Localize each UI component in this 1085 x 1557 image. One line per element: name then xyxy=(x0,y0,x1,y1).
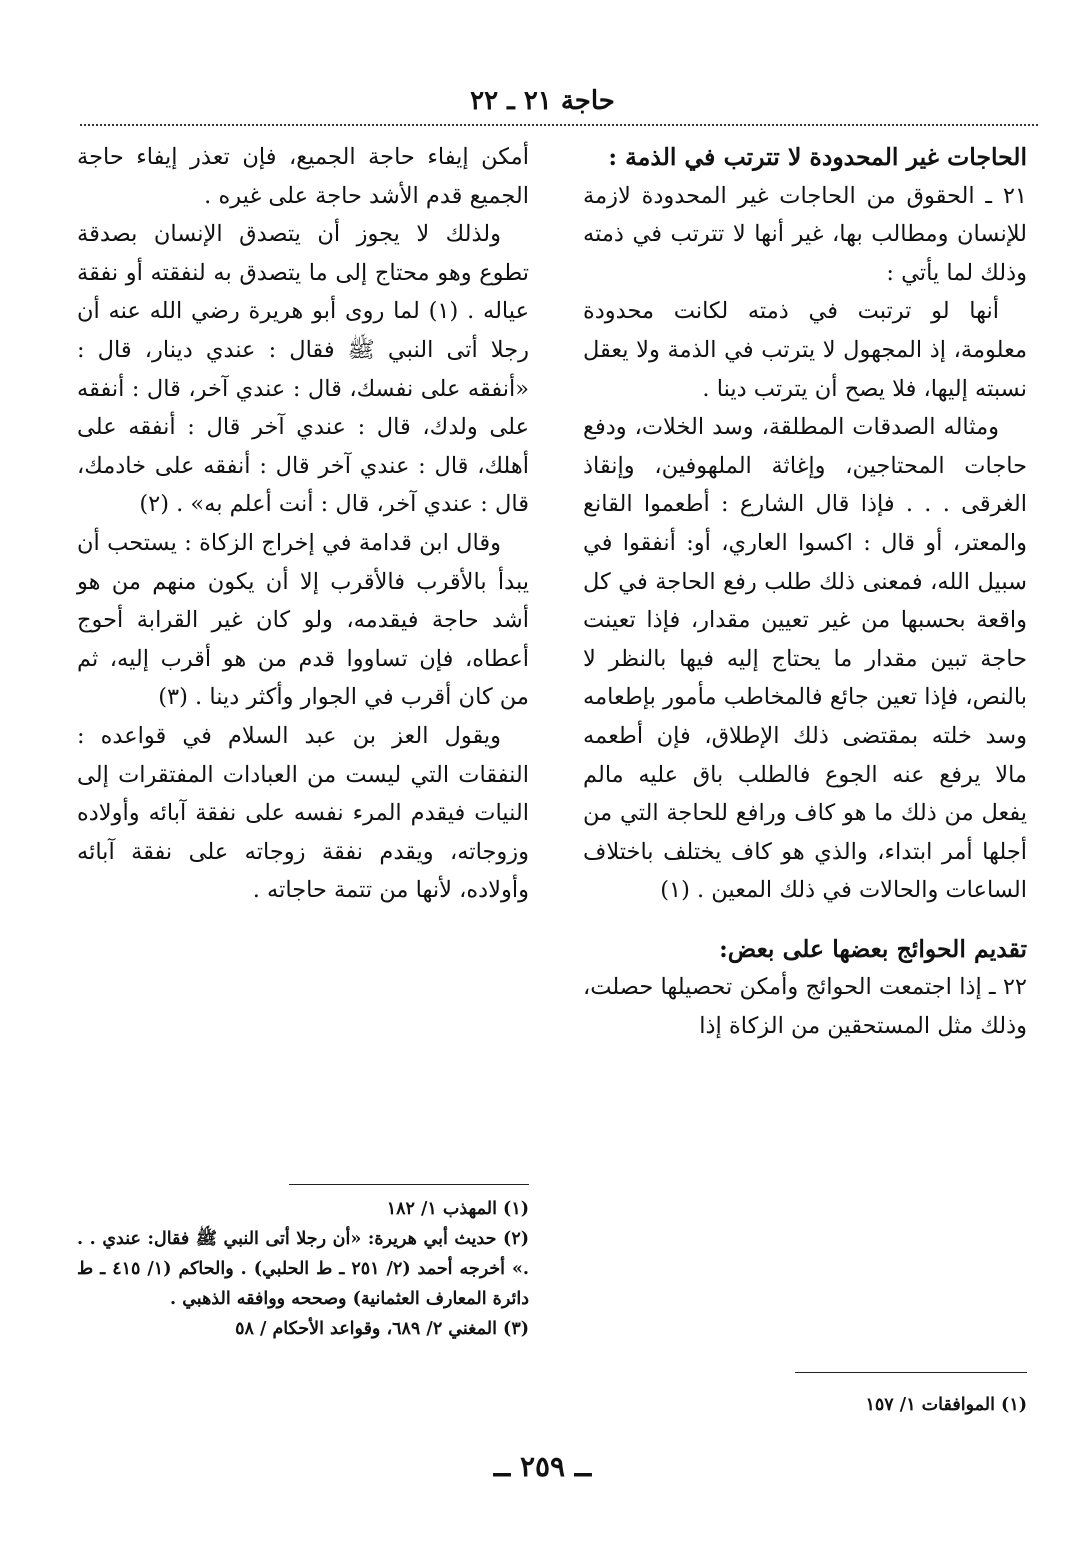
footnote-item: (١) الموافقات ١/ ١٥٧ xyxy=(865,1395,1027,1415)
right-column xyxy=(583,138,1027,1046)
footnote-divider-left xyxy=(289,1184,529,1185)
footnote-item: (١) المهذب ١/ ١٨٢ xyxy=(386,1199,529,1219)
paragraph-ibn-qudama: وقال ابن قدامة في إخراج الزكاة : يستحب أن يبدأ بالأقرب فالأقرب إلا أن يكون منهم من هو أشد حاجة فيقدمه، ولو كان غير القرابة أحوج أعطاه، فإن تساووا قدم من هو أقرب إليه، ثم من كان أقرب في الجوار وأكثر دينا . (٣) xyxy=(77,529,529,711)
paragraph-22: ٢٢ ـ إذا اجتمعت الحوائج وأمكن تحصيلها حصلت، وذلك مثل المستحقين من الزكاة إذا xyxy=(583,974,1027,1040)
paragraph-voluntary-charity: ولذلك لا يجوز أن يتصدق الإنسان بصدقة تطوع وهو محتاج إلى ما يتصدق به لنفقته أو نفقة عياله . (١) لما روى أبو هريرة رضي الله عنه أن رجلا أتى النبي ﷺ فقال : عندي دينار، قال : «أنفقه على نفسك، قال : عندي آخر، قال : أنفقه على ولدك، قال : عندي آخر قال : أنفقه على أهلك، قال : عندي آخر قال : أنفقه على خادمك، قال : عندي آخر، قال : أنت أعلم به» . (٢) xyxy=(77,221,529,518)
footnote-divider-right xyxy=(795,1372,1027,1373)
footnotes-left xyxy=(77,1194,529,1344)
page-header: حاجة ٢١ ـ ٢٢ xyxy=(470,86,615,116)
footnotes-right xyxy=(583,1390,1027,1420)
section-heading-unlimited-needs: الحاجات غير المحدودة لا تترتب في الذمة : xyxy=(608,143,1027,171)
left-column xyxy=(77,138,529,910)
paragraph-example: ومثاله الصدقات المطلقة، وسد الخلات، ودفع حاجات المحتاجين، وإغاثة الملهوفين، وإنقاذ الغرقى . . . فإذا قال الشارع : أطعموا القانع والمعتر، أو قال : اكسوا العاري، أو: أنفقوا في سبيل الله، فمعنى ذلك طلب رفع الحاجة في كل واقعة بحسبها من غير تعيين مقدار، فإذا تعينت حاجة تبين مقدار ما يحتاج إليه فيها بالنظر لا بالنص، فإذا تعين جائع فالمخاطب مأمور بإطعامه وسد خلته بمقتضى ذلك الإطلاق، فإن أطعمه مالا يرفع عنه الجوع فالطلب باق عليه مالم يفعل من ذلك ما هو كاف ورافع للحاجة التي من أجلها أمر ابتداء، والذي هو كاف يختلف باختلاف الساعات والحالات في ذلك المعين . (١) xyxy=(583,414,1027,904)
paragraph-izz-ibn-abd-al-salam: ويقول العز بن عبد السلام في قواعده : النفقات التي ليست من العبادات المفتقرات إلى النيات فيقدم المرء نفسه على نفقة آبائه وأولاده وزوجاته، ويقدم نفقة زوجاته على نفقة آبائه وأولاده، لأنها من تتمة حاجاته . xyxy=(77,722,529,904)
paragraph-21: ٢١ ـ الحقوق من الحاجات غير المحدودة لازمة للإنسان ومطالب بها، غير أنها لا تترتب في ذمته وذلك لما يأتي : xyxy=(583,182,1027,286)
footnote-item: (٣) المغني ٢/ ٦٨٩، وقواعد الأحكام / ٥٨ xyxy=(235,1319,529,1339)
section-heading-prioritizing-needs: تقديم الحوائج بعضها على بعض: xyxy=(719,934,1027,963)
paragraph-continuation: أمكن إيفاء حاجة الجميع، فإن تعذر إيفاء حاجة الجميع قدم الأشد حاجة على غيره . xyxy=(77,144,529,209)
footnote-item: (٢) حديث أبي هريرة: «أن رجلا أتى النبي ﷺ فقال: عندي . . .» أخرجه أحمد (٢/ ٢٥١ ـ ط الحلبي) . والحاكم (١/ ٤١٥ ـ ط دائرة المعارف العثمانية) وصححه ووافقه الذهبي . xyxy=(77,1229,530,1309)
paragraph-reason: أنها لو ترتبت في ذمته لكانت محدودة معلومة، إذ المجهول لا يترتب في الذمة ولا يعقل نسبته إليها، فلا يصح أن يترتب دينا . xyxy=(583,298,1027,402)
header-divider xyxy=(80,124,1038,126)
page-number: ــ ٢٥٩ ــ xyxy=(493,1450,592,1483)
